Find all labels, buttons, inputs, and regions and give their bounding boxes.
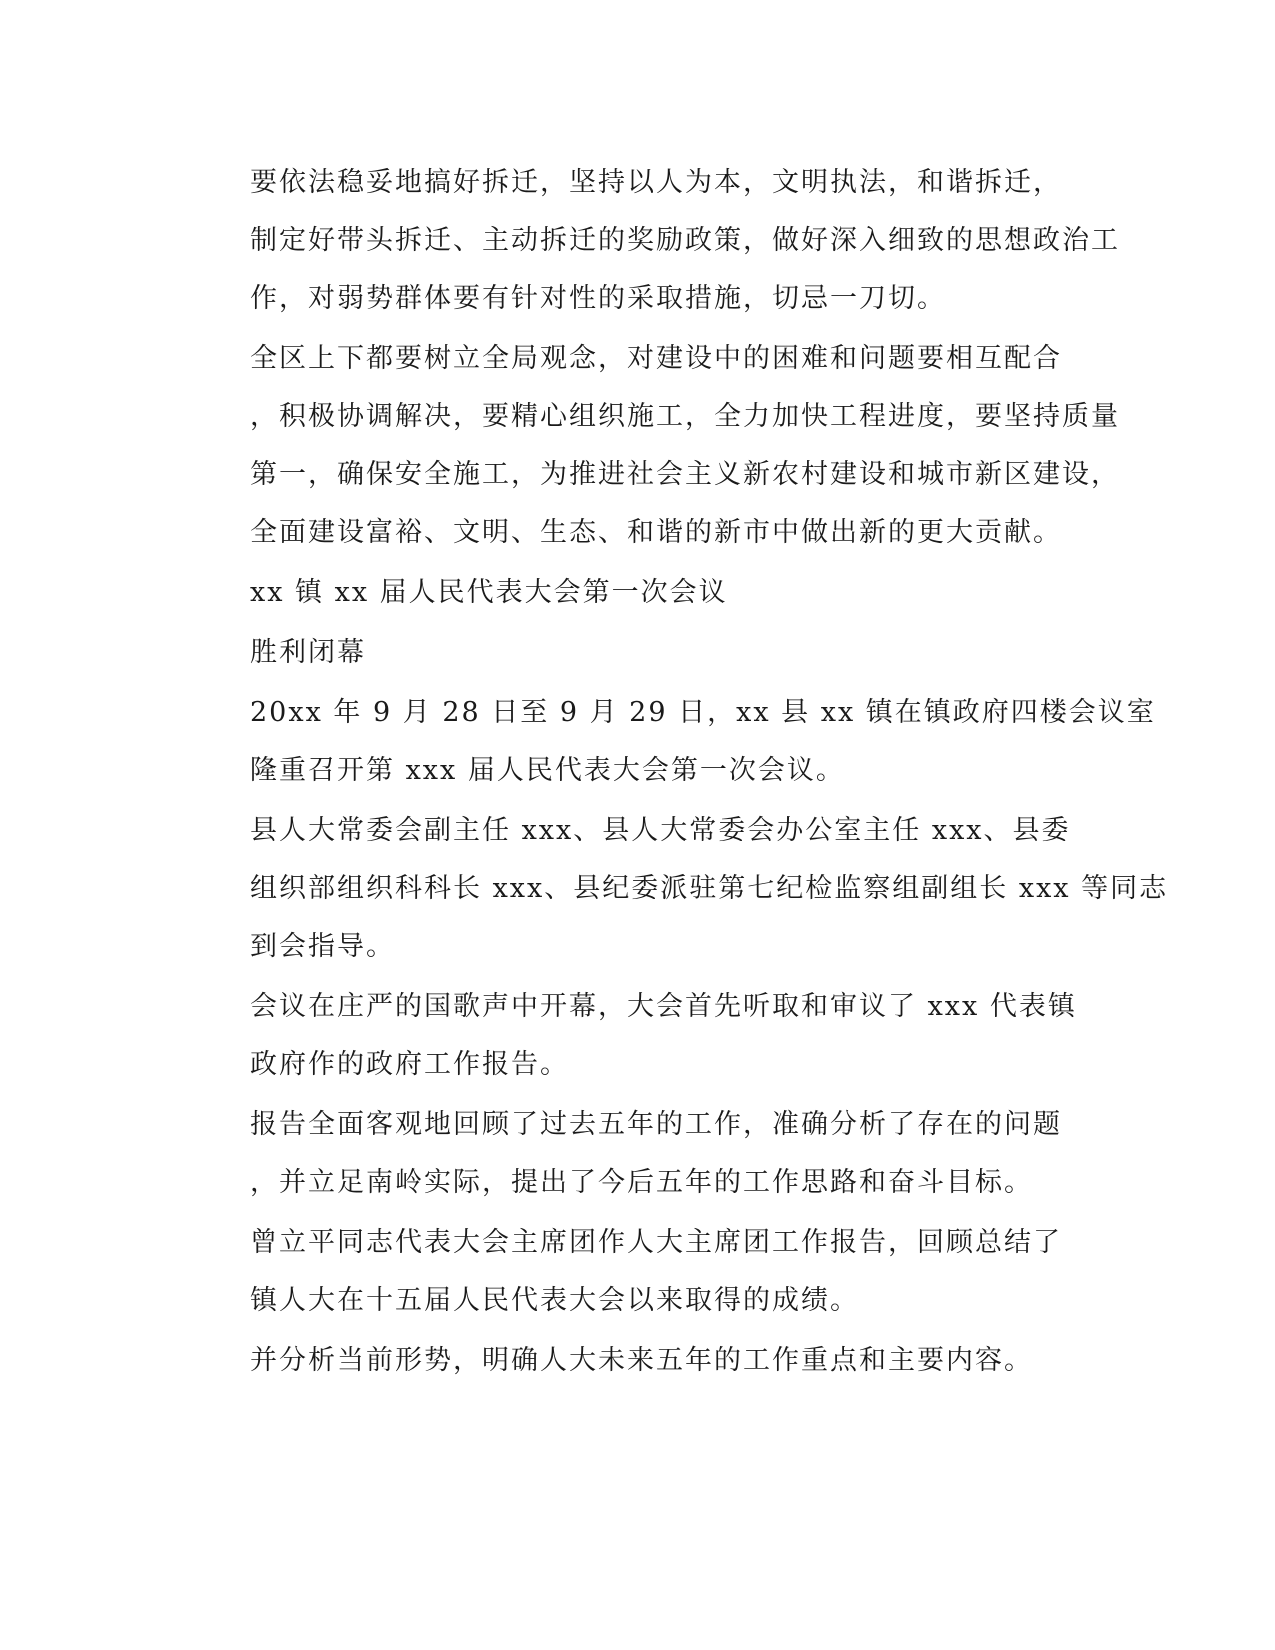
paragraph-future-work — [180, 1332, 1040, 1390]
text-line: 隆重召开第 xxx 届人民代表大会第一次会议。 — [250, 755, 845, 786]
text-line: 全面建设富裕、文明、生态、和谐的新市中做出新的更大贡献。 — [250, 517, 1062, 548]
paragraph-demolition — [180, 154, 1120, 328]
text-line: 县人大常委会副主任 xxx、县人大常委会办公室主任 xxx、县委 — [250, 815, 1071, 846]
text-line: 并分析当前形势，明确人大未来五年的工作重点和主要内容。 — [250, 1345, 1033, 1376]
text-line: 会议在庄严的国歌声中开幕，大会首先听取和审议了 xxx 代表镇 — [250, 991, 1077, 1022]
text-line: 曾立平同志代表大会主席团作人大主席团工作报告，回顾总结了 — [250, 1227, 1062, 1258]
text-line: 镇人大在十五届人民代表大会以来取得的成绩。 — [250, 1285, 859, 1316]
paragraph-attendees — [180, 802, 1169, 976]
text-line: 政府作的政府工作报告。 — [250, 1049, 569, 1080]
text-line: 要依法稳妥地搞好拆迁，坚持以人为本，文明执法，和谐拆迁， — [250, 167, 1062, 198]
text-line: 第一，确保安全施工，为推进社会主义新农村建设和城市新区建设， — [250, 459, 1120, 490]
paragraph-presidium-report — [180, 1214, 1062, 1330]
document-body — [180, 154, 1169, 1392]
text-line: ，积极协调解决，要精心组织施工，全力加快工程进度，要坚持质量 — [250, 401, 1120, 432]
text-line: 到会指导。 — [250, 931, 395, 962]
text-line: xx 镇 xx 届人民代表大会第一次会议 — [250, 577, 728, 608]
text-line: 报告全面客观地回顾了过去五年的工作，准确分析了存在的问题 — [250, 1109, 1062, 1140]
paragraph-opening — [180, 978, 1077, 1094]
text-line: 制定好带头拆迁、主动拆迁的奖励政策，做好深入细致的思想政治工 — [250, 225, 1120, 256]
headline-meeting — [180, 564, 1040, 622]
text-line: 20xx 年 9 月 28 日至 9 月 29 日，xx 县 xx 镇在镇政府四楼会议室 — [250, 697, 1156, 728]
text-line: 组织部组织科科长 xxx、县纪委派驻第七纪检监察组副组长 xxx 等同志 — [250, 873, 1169, 904]
headline-closing — [180, 624, 1040, 682]
text-line: ，并立足南岭实际，提出了今后五年的工作思路和奋斗目标。 — [250, 1167, 1033, 1198]
text-line: 胜利闭幕 — [250, 637, 366, 668]
paragraph-overall-view — [180, 330, 1120, 562]
paragraph-report-review — [180, 1096, 1062, 1212]
text-line: 全区上下都要树立全局观念，对建设中的困难和问题要相互配合 — [250, 343, 1062, 374]
text-line: 作，对弱势群体要有针对性的采取措施，切忌一刀切。 — [250, 283, 946, 314]
paragraph-meeting-date — [180, 684, 1156, 800]
